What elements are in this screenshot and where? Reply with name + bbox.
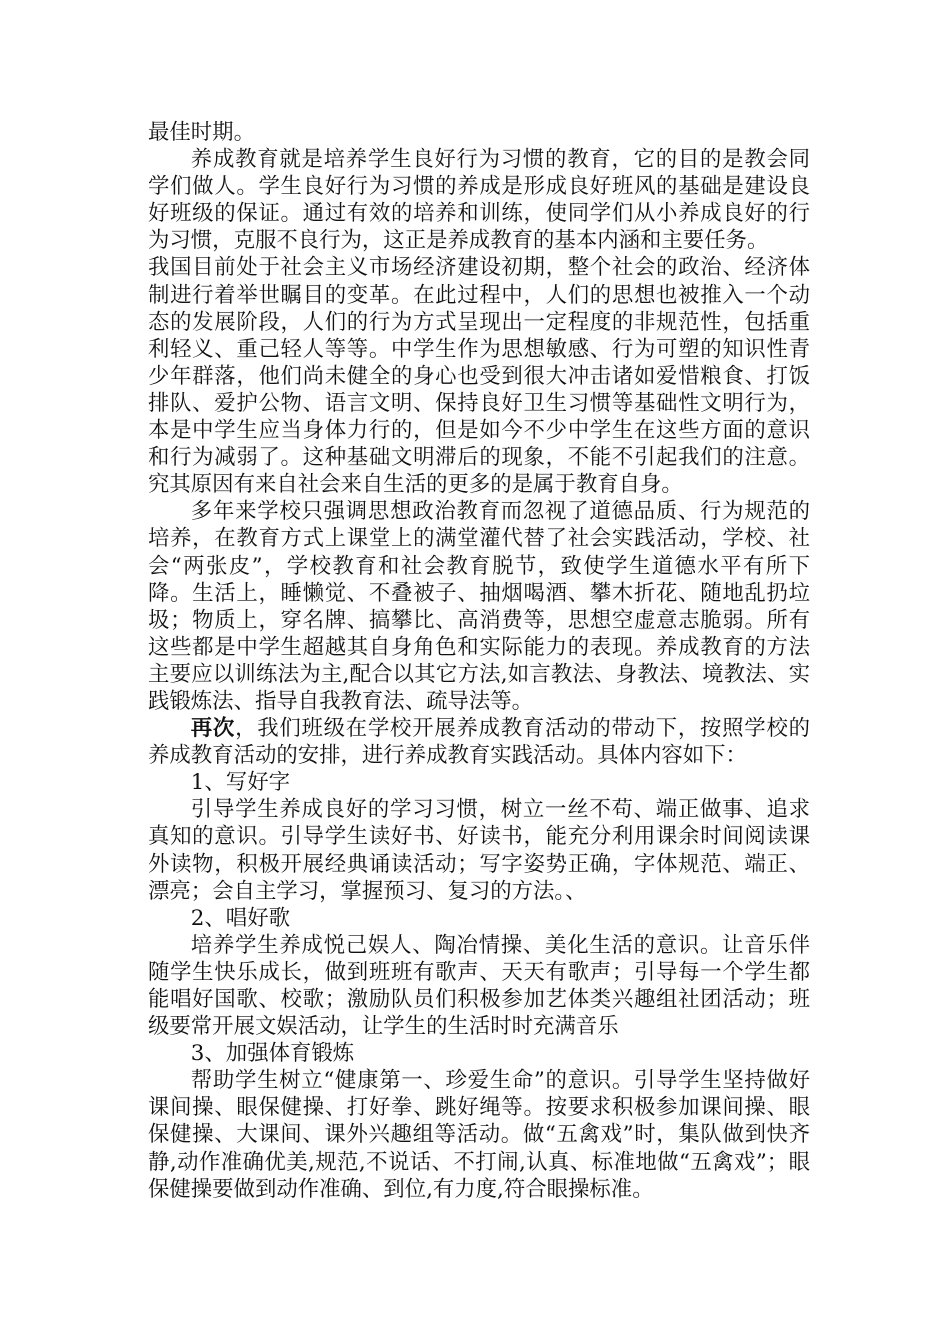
- document-body: [148, 119, 810, 1203]
- paragraph-class-practice-text: ，我们班级在学校开展养成教育活动的带动下，按照学校的养成教育活动的安排，进行养成教育实践活动。具体内容如下：: [148, 716, 810, 769]
- paragraph-singing: 培养学生养成悦己娱人、陶冶情操、美化生活的意识。让音乐伴随学生快乐成长，做到班班有歌声、天天有歌声；引导每一个学生都能唱好国歌、校歌；激励队员们积极参加艺体类兴趣组社团活动；班级要常开展文娱活动，让学生的生活时时充满音乐: [148, 932, 810, 1040]
- paragraph-sports: 帮助学生树立“健康第一、珍爱生命”的意识。引导学生坚持做好课间操、眼保健操、打好拳、跳好绳等。按要求积极参加课间操、眼保健操、大课间、课外兴趣组等活动。做“五禽戏”时，集队做到快齐静,动作准确优美,规范,不说话、不打闹,认真、标准地做“五禽戏”；眼保健操要做到动作准确、到位,有力度,符合眼操标准。: [148, 1068, 810, 1202]
- section-heading-writing: 1、写好字: [190, 770, 290, 796]
- paragraph-writing: 引导学生养成良好的学习习惯，树立一丝不苟、端正做事、追求真知的意识。引导学生读好书、好读书，能充分利用课余时间阅读课外读物，积极开展经典诵读活动；写字姿势正确，字体规范、端正、漂亮；会自主学习，掌握预习、复习的方法。、: [148, 797, 810, 904]
- paragraph-lead-word: 再次: [190, 716, 236, 742]
- paragraph-habit-education-definition: 养成教育就是培养学生良好行为习惯的教育，它的目的是教会同学们做人。学生良好行为习惯的养成是形成良好班风的基础是建设良好班级的保证。通过有效的培养和训练，使同学们从小养成良好的行为习惯，克服不良行为，这正是养成教育的基本内涵和主要任务。: [148, 147, 810, 254]
- paragraph-social-context: 我国目前处于社会主义市场经济建设初期，整个社会的政治、经济体制进行着举世瞩目的变革。在此过程中，人们的思想也被推入一个动态的发展阶段，人们的行为方式呈现出一定程度的非规范性，包括重利轻义、重己轻人等等。中学生作为思想敏感、行为可塑的知识性青少年群落，他们尚未健全的身心也受到很大冲击诸如爱惜粮食、打饭排队、爱护公物、语言文明、保持良好卫生习惯等基础性文明行为，本是中学生应当身体力行的，但是如今不少中学生在这些方面的意识和行为减弱了。这种基础文明滞后的现象，不能不引起我们的注意。究其原因有来自社会来自生活的更多的是属于教育自身。: [148, 255, 810, 498]
- paragraph-class-practice: [148, 715, 810, 769]
- paragraph-school-causes: 多年来学校只强调思想政治教育而忽视了道德品质、行为规范的培养，在教育方式上课堂上的满堂灌代替了社会实践活动，学校、社会“两张皮”，学校教育和社会教育脱节，致使学生道德水平有所下降。生活上，睡懒觉、不叠被子、抽烟喝酒、攀木折花、随地乱扔垃圾；物质上，穿名牌、搞攀比、高消费等，思想空虚意志脆弱。所有这些都是中学生超越其自身角色和实际能力的表现。养成教育的方法主要应以训练法为主,配合以其它方法,如言教法、身教法、境教法、实践锻炼法、指导自我教育法、疏导法等。: [148, 499, 810, 714]
- paragraph-continuation: 最佳时期。: [148, 120, 255, 145]
- section-heading-singing: 2、唱好歌: [190, 905, 290, 931]
- section-heading-sports: 3、加强体育锻炼: [190, 1041, 355, 1067]
